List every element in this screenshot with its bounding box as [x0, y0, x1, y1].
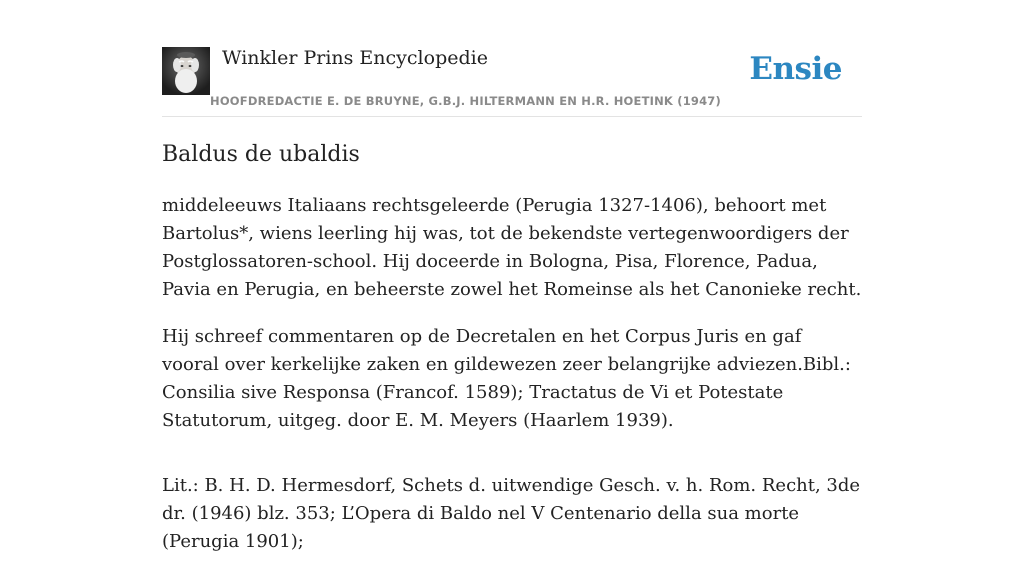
editors-credit: HOOFDREDACTIE E. DE BRUYNE, G.B.J. HILTERMANN EN H.R. HOETINK (1947) [210, 94, 721, 108]
avatar[interactable] [162, 47, 210, 95]
site-header [162, 46, 862, 117]
literature-paragraph: Lit.: B. H. D. Hermesdorf, Schets d. uitwendige Gesch. v. h. Rom. Recht, 3de dr. (1946) blz. 353; L’Opera di Baldo nel V Centenario della sua morte (Perugia 1901); [162, 475, 861, 552]
article-paragraph: middeleeuws Italiaans rechtsgeleerde (Perugia 1327-1406), behoort met Bartolus*, wiens leerling hij was, tot de bekendste vertegenwoordigers der Postglossatoren-school. Hij doceerde in Bologna, Pisa, Florence, Padua, Pavia en Perugia, en beheerste zowel het Romeinse als het Canonieke recht. [162, 195, 862, 300]
publication-title: Winkler Prins Encyclopedie [222, 47, 488, 69]
ensie-logo-link[interactable]: Ensie [749, 51, 842, 87]
article [162, 140, 862, 575]
article-title: Baldus de ubaldis [162, 142, 360, 167]
article-paragraph: Hij schreef commentaren op de Decretalen en het Corpus Juris en gaf vooral over kerkelijke zaken en gildewezen zeer belangrijke adviezen.Bibl.: Consilia sive Responsa (Francof. 1589); Tractatus de Vi et Potestate Statutorum, uitgeg. door E. M. Meyers (Haarlem 1939). [162, 326, 851, 431]
portrait-photo-icon [162, 47, 210, 95]
